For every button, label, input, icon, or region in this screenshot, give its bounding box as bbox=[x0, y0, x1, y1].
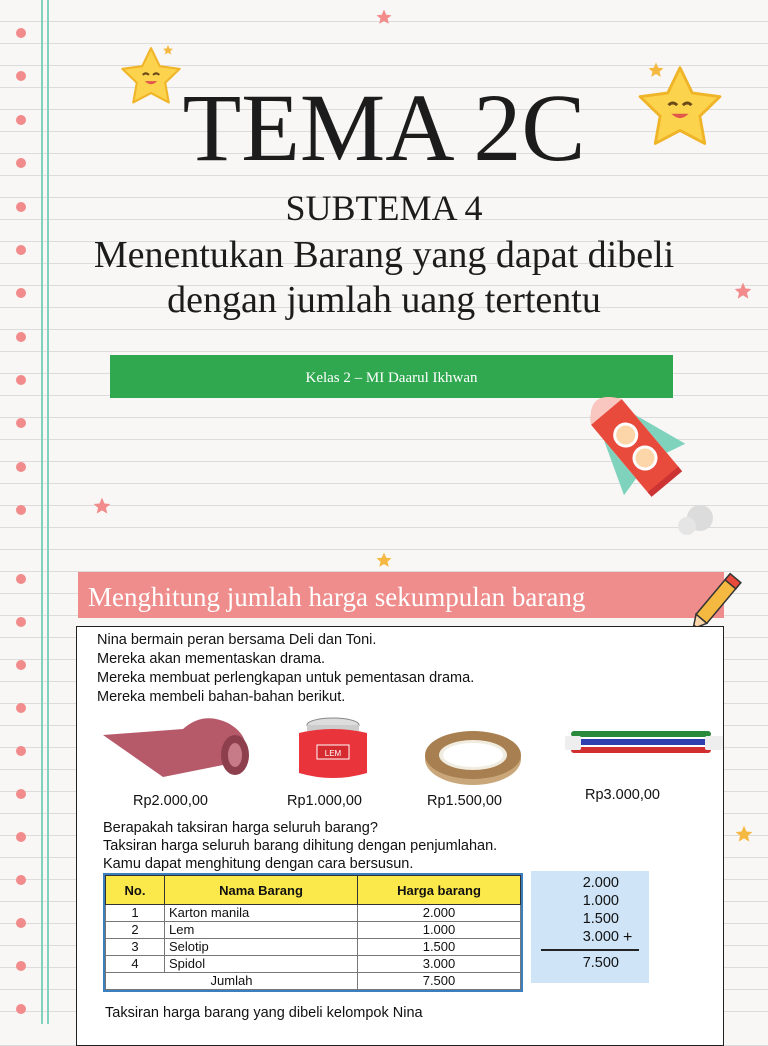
table-cell: 2.000 bbox=[358, 905, 521, 922]
question-line: Taksiran harga seluruh barang dihitung dengan penjumlahan. bbox=[103, 838, 498, 854]
star-icon bbox=[375, 8, 393, 26]
table-row bbox=[106, 956, 521, 973]
price-table bbox=[105, 875, 521, 990]
intro-line: Mereka akan mementaskan drama. bbox=[97, 651, 326, 667]
table-row bbox=[106, 905, 521, 922]
binder-dot bbox=[16, 574, 26, 584]
plus-sign: + bbox=[623, 929, 633, 946]
binder-dot bbox=[16, 617, 26, 627]
table-cell: 3 bbox=[106, 939, 165, 956]
markers-image bbox=[565, 727, 725, 761]
binder-dot bbox=[16, 918, 26, 928]
intro-line: Mereka membuat perlengkapan untuk pementasan drama. bbox=[97, 670, 475, 686]
binder-dot bbox=[16, 875, 26, 885]
cardboard-roll-image bbox=[103, 715, 253, 785]
table-cell: 3.000 bbox=[358, 956, 521, 973]
binder-dot bbox=[16, 332, 26, 342]
table-cell: 1 bbox=[106, 905, 165, 922]
price-label: Rp3.000,00 bbox=[585, 787, 660, 803]
table-total-label: Jumlah bbox=[106, 973, 358, 990]
rocket-icon bbox=[570, 378, 720, 538]
sum-divider bbox=[541, 949, 639, 951]
column-addition-box bbox=[531, 871, 649, 983]
binder-dot bbox=[16, 961, 26, 971]
addend: 1.000 bbox=[582, 893, 619, 909]
tape-roll-image bbox=[423, 727, 523, 787]
binder-dot bbox=[16, 245, 26, 255]
table-cell: 2 bbox=[106, 922, 165, 939]
question-line: Berapakah taksiran harga seluruh barang? bbox=[103, 820, 378, 836]
intro-line: Mereka membeli bahan-bahan berikut. bbox=[97, 689, 346, 705]
table-cell: Lem bbox=[165, 922, 358, 939]
star-icon bbox=[162, 44, 174, 56]
page-title: TEMA 2C bbox=[182, 74, 586, 181]
sum-result: 7.500 bbox=[582, 955, 619, 971]
price-label: Rp1.000,00 bbox=[287, 793, 362, 809]
binder-dot bbox=[16, 832, 26, 842]
addend: 2.000 bbox=[582, 875, 619, 891]
binder-dot bbox=[16, 703, 26, 713]
table-cell: Selotip bbox=[165, 939, 358, 956]
intro-line: Nina bermain peran bersama Deli dan Toni. bbox=[97, 632, 377, 648]
binder-dot bbox=[16, 789, 26, 799]
question-text bbox=[103, 819, 497, 873]
section-header: Menghitung jumlah harga sekumpulan barang bbox=[78, 572, 724, 618]
table-cell: 4 bbox=[106, 956, 165, 973]
textbook-page bbox=[76, 626, 724, 1046]
table-cell: 1.000 bbox=[358, 922, 521, 939]
star-icon bbox=[375, 551, 393, 569]
table-total-row bbox=[106, 973, 521, 990]
star-icon bbox=[92, 496, 112, 516]
glue-label: LEM bbox=[324, 749, 342, 758]
table-total-value: 7.500 bbox=[358, 973, 521, 990]
conclusion-text: Taksiran harga barang yang dibeli kelompok Nina bbox=[105, 1005, 423, 1021]
binder-dot bbox=[16, 418, 26, 428]
addend: 3.000 bbox=[582, 929, 619, 945]
table-header-cell: Harga barang bbox=[358, 876, 521, 905]
binder-dot bbox=[16, 28, 26, 38]
table-row bbox=[106, 939, 521, 956]
glue-jar-image bbox=[293, 715, 373, 785]
table-row bbox=[106, 922, 521, 939]
star-icon bbox=[734, 824, 754, 844]
binder-dot bbox=[16, 375, 26, 385]
question-line: Kamu dapat menghitung dengan cara bersusun. bbox=[103, 856, 414, 872]
intro-text bbox=[97, 631, 474, 707]
binder-dot bbox=[16, 1004, 26, 1014]
price-label: Rp2.000,00 bbox=[133, 793, 208, 809]
table-header-cell: Nama Barang bbox=[165, 876, 358, 905]
binder-dot bbox=[16, 660, 26, 670]
binder-dot bbox=[16, 288, 26, 298]
binder-dot bbox=[16, 462, 26, 472]
table-cell: 1.500 bbox=[358, 939, 521, 956]
addend: 1.500 bbox=[582, 911, 619, 927]
binder-dot bbox=[16, 746, 26, 756]
class-banner: Kelas 2 – MI Daarul Ikhwan bbox=[110, 355, 673, 398]
price-label: Rp1.500,00 bbox=[427, 793, 502, 809]
table-cell: Karton manila bbox=[165, 905, 358, 922]
page-description: Menentukan Barang yang dapat dibeli dengan jumlah uang tertentu bbox=[93, 234, 675, 321]
binder-dot bbox=[16, 505, 26, 515]
page-subtitle: SUBTEMA 4 bbox=[285, 188, 483, 228]
star-icon bbox=[733, 281, 753, 301]
table-header-cell: No. bbox=[106, 876, 165, 905]
table-header-row bbox=[106, 876, 521, 905]
table-cell: Spidol bbox=[165, 956, 358, 973]
